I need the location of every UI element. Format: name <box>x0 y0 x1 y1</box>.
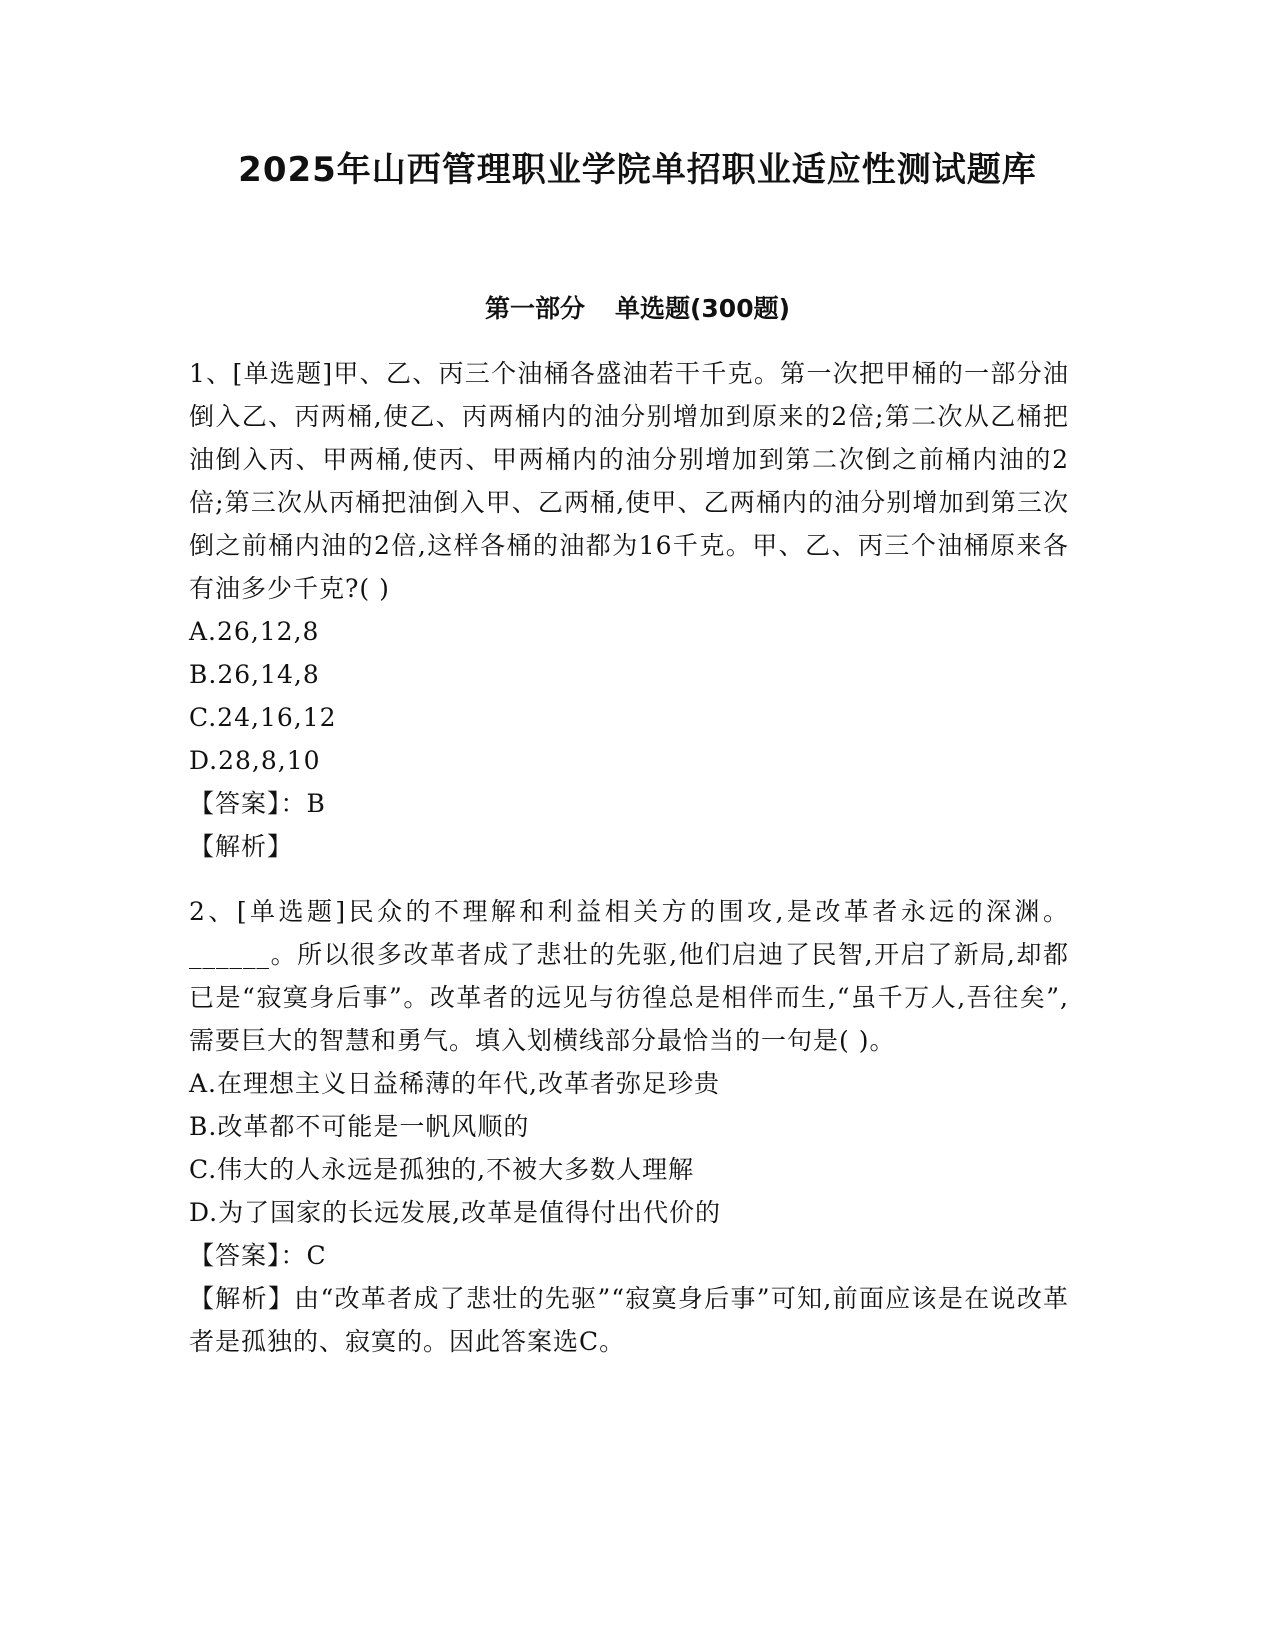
option-a: A.26,12,8 <box>189 617 320 646</box>
option-d: D.为了国家的长远发展,改革是值得付出代价的 <box>189 1198 722 1227</box>
option-b: B.26,14,8 <box>189 660 320 689</box>
option-c: C.24,16,12 <box>189 703 337 732</box>
answer: 【答案】：B <box>189 789 326 818</box>
answer: 【答案】：C <box>189 1241 327 1270</box>
option-d: D.28,8,10 <box>189 746 321 775</box>
document-title: 2025年山西管理职业学院单招职业适应性测试题库 <box>238 150 1037 190</box>
section-heading <box>0 292 1275 326</box>
question-stem: 1、[单选题]甲、乙、丙三个油桶各盛油若干千克。第一次把甲桶的一部分油倒入乙、丙两桶,使乙、丙两桶内的油分别增加到原来的2倍;第二次从乙桶把油倒入丙、甲两桶,使丙、甲两桶内的油分别增加到第二次倒之前桶内油的2倍;第三次从丙桶把油倒入甲、乙两桶,使甲、乙两桶内的油分别增加到第三次倒之前桶内油的2倍,这样各桶的油都为16千克。甲、乙、丙三个油桶原来各有油多少千克?( ) <box>189 359 1069 603</box>
section-part: 第一部分 <box>484 294 585 323</box>
question-2 <box>189 890 1069 1363</box>
explanation: 【解析】由“改革者成了悲壮的先驱”“寂寞身后事”可知,前面应该是在说改革者是孤独的、寂寞的。因此答案选C。 <box>189 1284 1069 1356</box>
option-b: B.改革都不可能是一帆风顺的 <box>189 1112 530 1141</box>
question-1 <box>189 352 1069 868</box>
question-stem: 2、[单选题]民众的不理解和利益相关方的围攻,是改革者永远的深渊。______。所以很多改革者成了悲壮的先驱,他们启迪了民智,开启了新局,却都已是“寂寞身后事”。改革者的远见与彷徨总是相伴而生,“虽千万人,吾往矣”,需要巨大的智慧和勇气。填入划横线部分最恰当的一句是( )。 <box>189 897 1069 1055</box>
option-a: A.在理想主义日益稀薄的年代,改革者弥足珍贵 <box>189 1069 720 1098</box>
explanation: 【解析】 <box>189 832 294 861</box>
section-name: 单选题(300题) <box>614 294 791 323</box>
option-c: C.伟大的人永远是孤独的,不被大多数人理解 <box>189 1155 695 1184</box>
